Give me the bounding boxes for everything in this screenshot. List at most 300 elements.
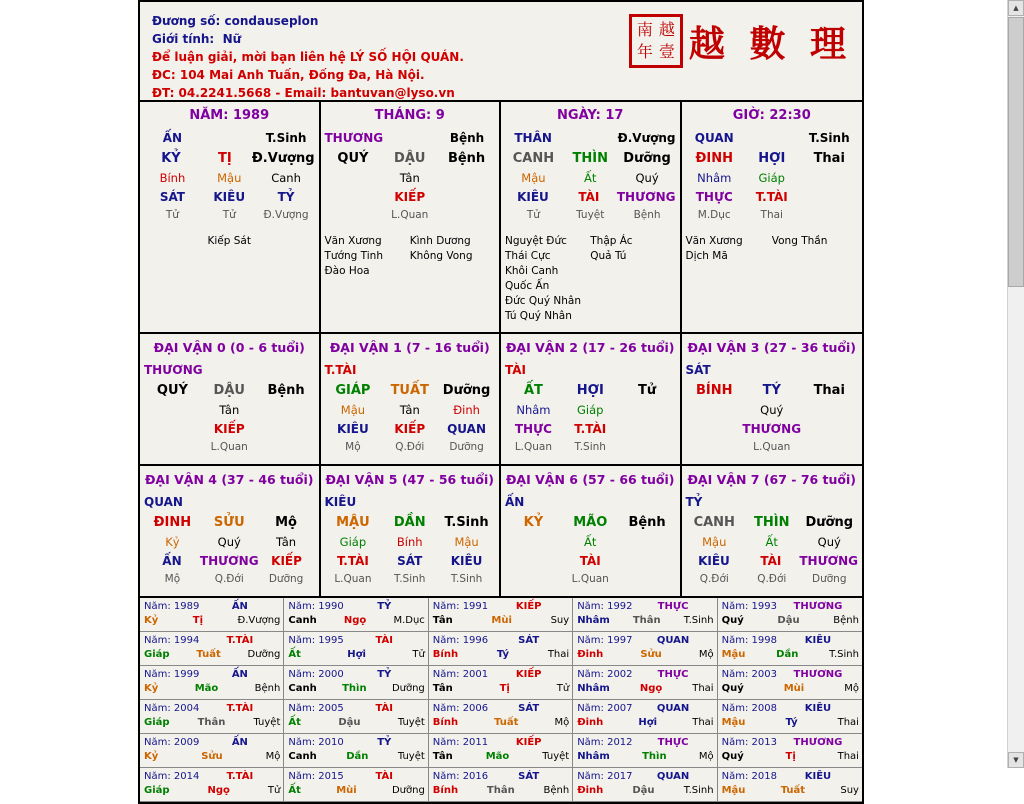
year-state: Suy (840, 785, 859, 796)
year-cell[interactable] (284, 734, 428, 768)
daivan-row-canchi-item: GIÁP (335, 383, 371, 398)
pillar-row-hidden-stems-item: Mậu (217, 171, 242, 185)
daivan-row-canchi-item: Bệnh (628, 515, 666, 530)
pillar-row-canchi (505, 148, 676, 169)
year-branch: Tị (499, 683, 510, 694)
year-stem: Mậu (721, 785, 746, 796)
pillar-row-states-item: Bệnh (633, 209, 661, 221)
year-god: KIÊU (804, 703, 832, 714)
daivan-row-states-item (686, 439, 744, 456)
pillar-row-hidden-gods-item: TÀI (578, 190, 600, 204)
year-cell[interactable] (429, 632, 573, 666)
daivan-row-states-item (505, 571, 562, 588)
year-state: M.Dục (393, 615, 425, 626)
seal-char-3: 年 (636, 42, 653, 61)
year-cell[interactable] (284, 768, 428, 802)
pillar-row-canchi-item: HỢI (758, 151, 786, 166)
year-stem: Canh (288, 751, 317, 762)
year-cell[interactable] (429, 734, 573, 768)
daivan-cell (682, 466, 863, 596)
year-cell[interactable] (140, 768, 284, 802)
year-god: SÁT (518, 771, 540, 782)
year-cell[interactable] (284, 666, 428, 700)
scroll-up-arrow-icon[interactable]: ▲ (1008, 0, 1024, 16)
daivan-row-states (325, 571, 496, 588)
daivan-row-hidden-stems-item (144, 401, 201, 420)
year-cell[interactable] (573, 666, 717, 700)
year-stem: Giáp (144, 649, 170, 660)
pillar-row-hidden-stems-item: Canh (271, 171, 301, 185)
year-line-bottom (577, 614, 713, 628)
year-god: QUAN (656, 703, 690, 714)
year-cell[interactable] (140, 598, 284, 632)
page-scrollbar[interactable] (1007, 0, 1024, 768)
daivan-god: KIÊU (324, 495, 357, 509)
year-branch: Dần (776, 649, 799, 660)
year-label: Năm: 2014 (144, 771, 200, 782)
year-line-bottom (433, 784, 569, 798)
daivan-title: ĐẠI VẬN 2 (17 - 26 tuổi) (505, 340, 675, 355)
report-page (138, 0, 864, 804)
year-line-bottom (577, 750, 713, 764)
contact-address: ĐC: 104 Mai Anh Tuấn, Đống Đa, Hà Nội. (152, 68, 425, 82)
special-star: Không Vong (409, 250, 473, 262)
pillar-title: NĂM: 1989 (189, 108, 270, 123)
daivan-row-hidden-gods (686, 552, 859, 571)
daivan-row-states (686, 439, 859, 456)
daivan-row-states-item (258, 439, 315, 456)
year-god: SÁT (518, 635, 540, 646)
daivan-row-hidden-gods-item (258, 420, 315, 439)
daivan-god: SÁT (685, 363, 711, 377)
year-line-top (144, 668, 280, 682)
year-cell[interactable] (140, 734, 284, 768)
pillar-row-canchi-item: ĐINH (695, 151, 733, 166)
daivan-row-hidden-stems (505, 533, 676, 552)
year-line-bottom (577, 716, 713, 730)
special-star: Nguyệt Đức (505, 235, 567, 247)
year-branch: Ngọ (207, 785, 230, 796)
pillar-row-states (686, 207, 859, 224)
daivan-row-states-item: L.Quan (334, 573, 372, 585)
year-cell[interactable] (573, 598, 717, 632)
year-stem: Tân (432, 751, 453, 762)
daivan-row-hidden-stems (505, 401, 676, 420)
daivan-row-canchi-item: KỶ (523, 515, 544, 530)
daivan-row-hidden-gods (505, 552, 676, 571)
year-label: Năm: 1989 (144, 601, 200, 612)
year-cell[interactable] (429, 598, 573, 632)
daivan-row-hidden-stems-item: Tân (276, 535, 297, 549)
year-branch: Thân (197, 717, 226, 728)
year-line-bottom (288, 784, 424, 798)
year-god: KIẾP (515, 601, 542, 612)
year-cell[interactable] (718, 632, 862, 666)
daivan-row-hidden-gods-item (505, 552, 562, 571)
seal-icon (629, 14, 683, 68)
year-god: QUAN (656, 771, 690, 782)
year-line-bottom (577, 682, 713, 696)
scrollbar-thumb[interactable] (1008, 17, 1024, 287)
year-line-top (288, 770, 424, 784)
daivan-row-canchi-item: DẬU (213, 383, 245, 398)
pillar-row-hidden-stems (144, 169, 315, 188)
year-line-top (722, 702, 859, 716)
year-cell[interactable] (573, 768, 717, 802)
pillar-title: NGÀY: 17 (557, 108, 624, 123)
daivan-row-hidden-gods-item: TÀI (760, 554, 782, 568)
year-state: Mộ (554, 717, 570, 728)
daivan-god: QUAN (144, 495, 183, 509)
year-label: Năm: 2003 (721, 669, 777, 680)
daivan-row-hidden-stems-item (258, 401, 315, 420)
daivan-row-god (505, 361, 676, 380)
pillar-row-hidden-gods-item: TỶ (277, 190, 295, 204)
special-star-col-left (505, 234, 590, 324)
year-state: T.Sinh (829, 649, 859, 660)
year-stem: Canh (288, 615, 317, 626)
year-branch: Tuất (196, 649, 221, 660)
daivan-row-canchi-item: Bệnh (267, 383, 305, 398)
daivan-row-hidden-stems-item: Mậu (702, 535, 727, 549)
year-branch: Thân (632, 615, 661, 626)
year-god: THƯƠNG (793, 601, 843, 612)
year-state: Mộ (844, 683, 859, 694)
special-star: Quả Tú (590, 250, 627, 262)
year-cell[interactable] (718, 598, 862, 632)
pillar-row-states-item: Tử (526, 209, 540, 221)
special-star: Đào Hoa (324, 265, 370, 277)
daivan-cell (682, 334, 863, 464)
daivan-row-god (686, 493, 859, 512)
year-cell[interactable] (429, 666, 573, 700)
daivan-title: ĐẠI VẬN 3 (27 - 36 tuổi) (687, 340, 857, 355)
daivan-row-canchi-item: HỢI (576, 383, 604, 398)
pillar-row-hidden-stems-item: Bính (159, 171, 186, 185)
daivan-god: THƯƠNG (144, 363, 203, 377)
year-state: Tuyệt (397, 751, 425, 762)
daivan-row-states-item: T.Sinh (394, 573, 426, 585)
scroll-down-arrow-icon[interactable]: ▼ (1008, 752, 1024, 768)
year-label: Năm: 1995 (288, 635, 344, 646)
year-cell[interactable] (284, 598, 428, 632)
year-line-bottom (288, 716, 424, 730)
year-cell[interactable] (718, 700, 862, 734)
year-state: Bệnh (543, 785, 570, 796)
pillar-row-hidden-gods-item: KIẾP (394, 190, 426, 204)
daivan-row-states-item: T.Sinh (450, 573, 483, 585)
pillar-row-hidden-stems-item (801, 169, 859, 188)
year-line-bottom (433, 648, 569, 662)
daivan-row-hidden-stems-item: Bính (396, 535, 423, 549)
year-label: Năm: 1993 (721, 601, 777, 612)
daivan-row-canchi (505, 380, 676, 401)
daivan-god: T.TÀI (324, 363, 357, 377)
year-cell[interactable] (140, 700, 284, 734)
year-line-top (144, 600, 280, 614)
year-line-top (144, 634, 280, 648)
year-state: Bệnh (254, 683, 281, 694)
year-state: Thai (837, 717, 859, 728)
year-label: Năm: 2013 (721, 737, 777, 748)
year-cell[interactable] (573, 700, 717, 734)
year-label: Năm: 2007 (577, 703, 633, 714)
daivan-row-hidden-stems-item: Nhâm (516, 403, 551, 417)
year-branch: Thìn (342, 683, 367, 694)
year-cell[interactable] (573, 632, 717, 666)
daivan-row-hidden-stems-item: Mậu (340, 403, 366, 417)
year-branch: Tuất (494, 717, 519, 728)
daivan-row-hidden-stems-item: Giáp (339, 535, 367, 549)
daivan-row-canchi-item: MÃO (573, 515, 608, 530)
daivan-row-hidden-stems-item (619, 533, 676, 552)
year-cell[interactable] (429, 700, 573, 734)
daivan-cell (140, 466, 321, 596)
pillar-row-canchi (686, 148, 859, 169)
daivan-cell (501, 466, 682, 596)
year-state: T.Sinh (683, 615, 714, 626)
daivan-row-states (144, 439, 315, 456)
daivan-row-canchi-item: TUẤT (390, 383, 429, 398)
year-line-bottom (144, 716, 280, 730)
pillar-row-hidden-stems (686, 169, 859, 188)
year-state: Mộ (698, 751, 714, 762)
daivan-row-hidden-stems-item: Mậu (454, 535, 479, 549)
daivan-row-hidden-gods-item: QUAN (447, 422, 487, 436)
gender-value: Nữ (222, 32, 242, 46)
year-god: THỰC (657, 601, 689, 612)
year-cell[interactable] (284, 700, 428, 734)
daivan-title: ĐẠI VẬN 6 (57 - 66 tuổi) (505, 472, 675, 487)
year-state: Tuyệt (253, 717, 281, 728)
daivan-row-canchi-item: ĐINH (153, 515, 192, 530)
year-stem: Quý (721, 615, 744, 626)
daivan-row-hidden-stems-item: Giáp (577, 403, 604, 417)
year-cell[interactable] (573, 734, 717, 768)
year-line-bottom (144, 648, 280, 662)
four-pillars-block (138, 102, 864, 334)
daivan-row-hidden-stems-item: Quý (217, 535, 241, 549)
pillar-row-hidden-gods-item: KIÊU (213, 190, 246, 204)
year-branch: Tị (785, 751, 796, 762)
year-cell[interactable] (718, 734, 862, 768)
daivan-row-states (505, 439, 676, 456)
daivan-row-hidden-stems (325, 401, 496, 420)
year-label: Năm: 1990 (288, 601, 344, 612)
pillar-row-states-item: M.Dục (697, 209, 731, 221)
daivan-row-states-item: Q.Đới (757, 573, 787, 585)
daivan-row-states-item (801, 439, 859, 456)
daivan-row-canchi-item: CANH (693, 515, 735, 530)
daivan-row-hidden-gods-item: KIÊU (698, 554, 730, 568)
pillar-cell (321, 102, 502, 332)
year-label: Năm: 1992 (577, 601, 633, 612)
pillar-row-states (144, 207, 315, 224)
year-god: T.TÀI (226, 703, 254, 714)
year-cell[interactable] (718, 768, 862, 802)
year-line-top (144, 770, 280, 784)
daivan-row-canchi-item: Dưỡng (805, 515, 854, 530)
year-line-top (433, 634, 569, 648)
daivan-row-hidden-stems-item (801, 401, 859, 420)
daivan-row-god (325, 493, 496, 512)
pillar-row-hidden-stems-item: Ất (584, 171, 597, 185)
year-branch: Tý (785, 717, 798, 728)
year-god: T.TÀI (226, 635, 254, 646)
year-line-top (722, 634, 859, 648)
daivan-title: ĐẠI VẬN 0 (0 - 6 tuổi) (153, 340, 305, 355)
pillar-row-hidden-gods-item: THƯƠNG (616, 190, 676, 204)
year-branch: Dậu (632, 785, 655, 796)
daivan-row-canchi (505, 512, 676, 533)
daivan-row-hidden-gods-item (686, 420, 743, 439)
pillar-row-hidden-stems-item: Nhâm (697, 171, 732, 185)
pillar-row-hidden-gods (325, 188, 496, 207)
pillar-special-stars (686, 234, 859, 264)
daivan-row-states (144, 571, 315, 588)
year-stem: Tân (432, 615, 453, 626)
special-star-col-right (410, 234, 495, 279)
year-stem: Quý (721, 751, 744, 762)
pillar-row-god (144, 129, 315, 148)
daivan-row-hidden-gods (686, 420, 859, 439)
daivan-row-god (686, 361, 859, 380)
year-god: QUAN (656, 635, 690, 646)
year-line-top (722, 668, 859, 682)
pillar-row-hidden-stems-item: Giáp (758, 171, 785, 185)
daivan-row-hidden-gods-item (619, 420, 676, 439)
daivan-row-hidden-gods-item: T.TÀI (574, 422, 607, 436)
daivan-row-hidden-gods-item (801, 420, 858, 439)
pillar-row-canchi-item: DẬU (394, 151, 426, 166)
year-line-bottom (577, 784, 713, 798)
pillar-special-stars (325, 234, 496, 279)
pillar-row-god-item (743, 129, 801, 148)
special-star-col-left (686, 234, 772, 264)
daivan-title: ĐẠI VẬN 4 (37 - 46 tuổi) (144, 472, 314, 487)
pillar-row-states-item: Tử (222, 209, 236, 221)
year-line-top (433, 770, 569, 784)
daivan-row-canchi (686, 380, 859, 401)
year-state: Thai (692, 717, 714, 728)
year-state: Dưỡng (247, 649, 281, 660)
daivan-row-hidden-gods (144, 552, 315, 571)
year-line-top (288, 702, 424, 716)
daivan-row-canchi-item: DẦN (393, 515, 426, 530)
daivan-cell (321, 466, 502, 596)
daivan-cell (501, 334, 682, 464)
pillar-row-hidden-stems-item (325, 169, 382, 188)
year-label: Năm: 1991 (432, 601, 489, 612)
year-god: THƯƠNG (793, 669, 843, 680)
year-line-top (577, 634, 713, 648)
year-branch: Hợi (347, 649, 366, 660)
pillar-row-states-item (325, 207, 382, 224)
pillar-row-hidden-gods-item: T.TÀI (755, 190, 788, 204)
year-state: Tuyệt (397, 717, 425, 728)
daivan-row-states-item (619, 439, 676, 456)
pillar-row-god-item: T.Sinh (265, 131, 307, 145)
pillar-row-canchi-item: Thai (813, 151, 845, 166)
year-stem: Kỷ (144, 751, 159, 762)
daivan-row-hidden-gods (325, 420, 496, 439)
special-star: Đức Quý Nhân (505, 295, 581, 307)
year-stem: Nhâm (577, 615, 610, 626)
year-branch: Tý (496, 649, 510, 660)
year-branch: Mão (194, 683, 219, 694)
pillar-row-hidden-stems-item: Tân (399, 171, 420, 185)
daivan-row-hidden-stems-item: Quý (817, 535, 841, 549)
daivan-row-canchi-item: BÍNH (695, 383, 733, 398)
year-god: THỰC (657, 737, 689, 748)
special-star: Văn Xương (324, 235, 382, 247)
pillar-row-canchi-item: Bệnh (447, 151, 486, 166)
year-stem: Kỷ (144, 683, 159, 694)
year-line-bottom (722, 716, 859, 730)
year-branch: Ngọ (639, 683, 663, 694)
year-line-bottom (722, 784, 859, 798)
year-stem: Giáp (144, 785, 170, 796)
pillar-row-god-item (561, 129, 617, 148)
subject-name-label: Đương số: (152, 14, 221, 28)
pillar-title: THÁNG: 9 (374, 108, 445, 123)
daivan-row-states-item: Q.Đới (699, 573, 729, 585)
year-line-bottom (722, 614, 859, 628)
year-cell[interactable] (718, 666, 862, 700)
pillar-row-god (325, 129, 496, 148)
contact-phone-email: ĐT: 04.2241.5668 - Email: bantuvan@lyso.vn (152, 86, 455, 100)
daivan-row-hidden-stems (144, 533, 315, 552)
brand-stamp (629, 14, 852, 68)
year-cell[interactable] (140, 632, 284, 666)
year-label: Năm: 2000 (288, 669, 344, 680)
year-stem: Mậu (721, 717, 746, 728)
year-line-top (433, 702, 569, 716)
year-branch: Mùi (336, 785, 357, 796)
year-line-bottom (144, 784, 280, 798)
daivan-row-hidden-gods-item (144, 420, 201, 439)
year-label: Năm: 1994 (144, 635, 200, 646)
daivan-block-row1 (138, 334, 864, 466)
daivan-row-hidden-stems-item (686, 401, 744, 420)
daivan-row-hidden-gods-item: THỰC (514, 422, 552, 436)
daivan-row-hidden-stems-item: Ất (765, 535, 778, 549)
year-branch: Sửu (201, 751, 223, 762)
pillar-row-god-item: QUAN (694, 131, 734, 145)
year-line-top (577, 702, 713, 716)
year-line-bottom (433, 614, 569, 628)
daivan-row-states-item: L.Quan (514, 441, 553, 453)
daivan-row-hidden-stems (144, 401, 315, 420)
year-line-top (288, 600, 424, 614)
year-stem: Ất (288, 717, 301, 728)
year-stem: Nhâm (577, 751, 610, 762)
daivan-row-canchi-item: Tử (638, 383, 657, 398)
year-stem: Kỷ (144, 615, 159, 626)
daivan-row-hidden-gods-item: KIÊU (450, 554, 483, 568)
year-table (138, 598, 864, 804)
year-line-bottom (144, 614, 280, 628)
year-cell[interactable] (284, 632, 428, 666)
daivan-row-states-item: Mộ (345, 441, 361, 453)
pillar-row-god-item: Đ.Vượng (617, 131, 676, 145)
year-cell[interactable] (429, 768, 573, 802)
pillar-row-canchi-item: Dưỡng (623, 151, 671, 166)
year-state: Mộ (698, 649, 714, 660)
year-stem: Bính (432, 785, 459, 796)
pillar-special-stars (505, 234, 676, 324)
year-cell[interactable] (140, 666, 284, 700)
